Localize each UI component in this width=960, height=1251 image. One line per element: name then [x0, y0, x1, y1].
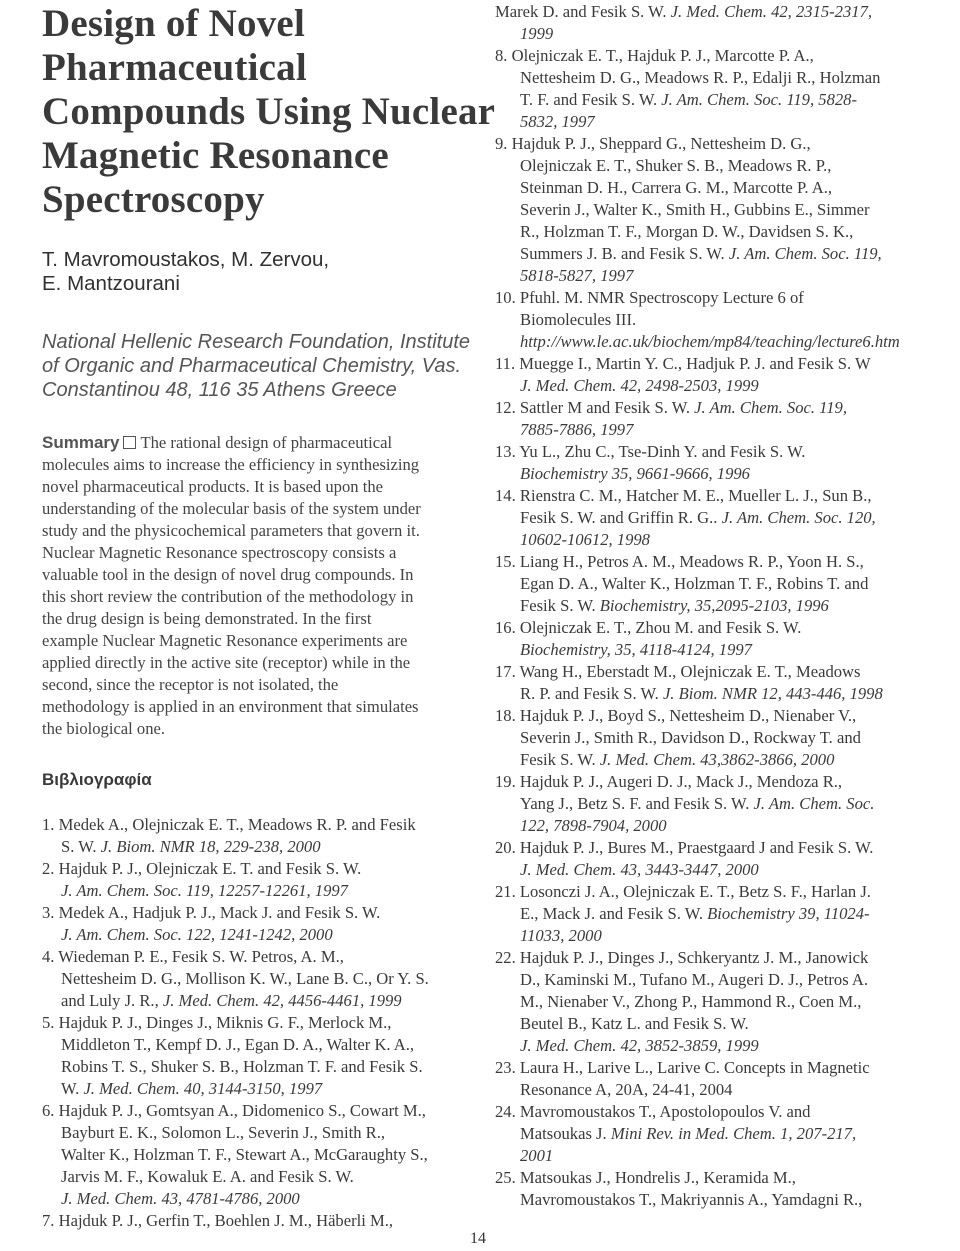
citation-text: 25. Matsoukas J., Hondrelis J., Keramida M., [495, 1168, 796, 1187]
reference-line [495, 243, 940, 265]
reference-line [495, 969, 940, 991]
summary-line: the biological one. [42, 719, 166, 738]
reference-line [495, 1013, 940, 1035]
reference-item [495, 353, 940, 397]
citation-text: 12. Sattler M and Fesik S. W. [495, 398, 695, 417]
reference-item [42, 814, 474, 858]
reference-line [495, 419, 940, 441]
reference-line [495, 1035, 940, 1057]
citation-text: Olejniczak E. T., Shuker S. B., Meadows R. P., [520, 156, 832, 175]
citation-text: Severin J., Smith R., Davidson D., Rockway T. and [520, 728, 861, 747]
citation-text: 21. Losonczi J. A., Olejniczak E. T., Betz S. F., Harlan J. [495, 882, 871, 901]
reference-line [495, 221, 940, 243]
citation-source: 7885-7886, 1997 [520, 420, 634, 439]
citation-text: Nettesheim D. G., Mollison K. W., Lane B. C., Or Y. S. [61, 969, 429, 988]
reference-line [495, 947, 940, 969]
title-line: Compounds Using Nuclear [42, 90, 496, 133]
citation-text: 6. Hajduk P. J., Gomtsyan A., Didomenico S., Cowart M., [42, 1101, 426, 1120]
citation-source: J. Am. Chem. Soc. 120, [721, 508, 876, 527]
reference-line [42, 1034, 474, 1056]
reference-item [495, 705, 940, 771]
reference-line [495, 595, 940, 617]
reference-line [495, 353, 940, 375]
reference-line [495, 551, 940, 573]
reference-line [495, 485, 940, 507]
reference-line [42, 946, 474, 968]
author-affiliation [42, 330, 474, 402]
summary-line: novel pharmaceutical products. It is based upon the [42, 477, 383, 496]
reference-line [495, 155, 940, 177]
reference-item [495, 947, 940, 1057]
citation-text: E., Mack J. and Fesik S. W. [520, 904, 708, 923]
citation-source: J. Am. Chem. Soc. 119, 5828- [661, 90, 857, 109]
reference-item [495, 397, 940, 441]
citation-source: 11033, 2000 [520, 926, 602, 945]
citation-text: 4. Wiedeman P. E., Fesik S. W. Petros, A. M., [42, 947, 344, 966]
reference-line [495, 749, 940, 771]
summary-abstract [42, 432, 474, 740]
reference-item [495, 1, 940, 45]
affiliation-line: of Organic and Pharmaceutical Chemistry, Vas. [42, 355, 462, 377]
reference-line [495, 441, 940, 463]
reference-item [495, 551, 940, 617]
citation-text: 9. Hajduk P. J., Sheppard G., Nettesheim D. G., [495, 134, 811, 153]
citation-source: J. Med. Chem. 43, 3443-3447, 2000 [520, 860, 759, 879]
reference-line [495, 199, 940, 221]
square-bullet-icon [123, 436, 136, 449]
reference-line [495, 705, 940, 727]
citation-text: 15. Liang H., Petros A. M., Meadows R. P., Yoon H. S., [495, 552, 864, 571]
reference-item [42, 1210, 474, 1232]
reference-line [495, 859, 940, 881]
reference-line [42, 1166, 474, 1188]
author-line: E. Mantzourani [42, 272, 180, 295]
summary-line: example Nuclear Magnetic Resonance experiments are [42, 631, 408, 650]
citation-text: Biomolecules III. [520, 310, 637, 329]
summary-line: molecules aims to increase the efficiency in synthesizing [42, 455, 420, 474]
reference-line [495, 133, 940, 155]
citation-text: Fesik S. W. and Griffin R. G.. [520, 508, 722, 527]
citation-text: 13. Yu L., Zhu C., Tse-Dinh Y. and Fesik S. W. [495, 442, 806, 461]
citation-source: J. Med. Chem. 42, 2315-2317, [670, 2, 873, 21]
reference-line [495, 617, 940, 639]
citation-text: 17. Wang H., Eberstadt M., Olejniczak E. T., Meadows [495, 662, 861, 681]
reference-item [42, 946, 474, 1012]
citation-source: J. Am. Chem. Soc. 119, [728, 244, 882, 263]
reference-line [42, 1210, 474, 1232]
citation-text: 11. Muegge I., Martin Y. C., Hadjuk P. J. and Fesik S. W [495, 354, 871, 373]
citation-text: and Luly J. R., [61, 991, 163, 1010]
reference-line [495, 111, 940, 133]
reference-item [42, 902, 474, 946]
citation-text: Yang J., Betz S. F. and Fesik S. W. [520, 794, 754, 813]
citation-source: 122, 7898-7904, 2000 [520, 816, 667, 835]
article-authors [42, 248, 474, 296]
citation-text: Severin J., Walter K., Smith H., Gubbins E., Simmer [520, 200, 870, 219]
citation-source: http://www.le.ac.uk/biochem/mp84/teaching/lecture6.htm [520, 332, 900, 351]
citation-text: 23. Laura H., Larive L., Larive C. Concepts in Magnetic [495, 1058, 870, 1077]
article-title [42, 2, 496, 222]
right-column [495, 0, 940, 1211]
citation-text: 5. Hajduk P. J., Dinges J., Miknis G. F., Merlock M., [42, 1013, 392, 1032]
reference-line [42, 968, 474, 990]
citation-text: R. P. and Fesik S. W. [520, 684, 663, 703]
reference-item [495, 441, 940, 485]
citation-text: D., Kaminski M., Tufano M., Augeri D. J., Petros A. [520, 970, 869, 989]
reference-line [42, 902, 474, 924]
reference-line [42, 836, 474, 858]
citation-text: 1. Medek A., Olejniczak E. T., Meadows R. P. and Fesik [42, 815, 416, 834]
citation-text: Steinman D. H., Carrera G. M., Marcotte P. A., [520, 178, 832, 197]
citation-text: 3. Medek A., Hadjuk P. J., Mack J. and Fesik S. W. [42, 903, 381, 922]
citation-source: 10602-10612, 1998 [520, 530, 650, 549]
reference-line [495, 1079, 940, 1101]
reference-line [42, 1012, 474, 1034]
reference-line [495, 1, 940, 23]
reference-item [495, 1167, 940, 1211]
citation-text: Fesik S. W. [520, 596, 600, 615]
citation-text: 2. Hajduk P. J., Olejniczak E. T. and Fesik S. W. [42, 859, 362, 878]
citation-text: 20. Hajduk P. J., Bures M., Praestgaard J and Fesik S. W. [495, 838, 874, 857]
citation-source: J. Med. Chem. 42, 2498-2503, 1999 [520, 376, 759, 395]
reference-line [495, 1123, 940, 1145]
reference-line [495, 661, 940, 683]
reference-line [495, 771, 940, 793]
affiliation-line: Constantinou 48, 116 35 Athens Greece [42, 379, 397, 401]
citation-text: 18. Hajduk P. J., Boyd S., Nettesheim D., Nienaber V., [495, 706, 857, 725]
summary-text: The rational design of pharmaceutical [140, 433, 393, 452]
citation-source: Biochemistry 39, 11024- [707, 904, 870, 923]
reference-line [42, 1078, 474, 1100]
citation-text: Egan D. A., Walter K., Holzman T. F., Robins T. and [520, 574, 869, 593]
summary-heading: Summary [42, 433, 120, 452]
reference-item [495, 661, 940, 705]
reference-line [495, 89, 940, 111]
citation-text: 7. Hajduk P. J., Gerfin T., Boehlen J. M., Häberli M., [42, 1211, 394, 1230]
page-number: 14 [470, 1230, 486, 1247]
citation-source: J. Med. Chem. 42, 3852-3859, 1999 [520, 1036, 759, 1055]
reference-item [495, 881, 940, 947]
reference-line [495, 67, 940, 89]
citation-text: Matsoukas J. [520, 1124, 611, 1143]
left-column [42, 0, 496, 1232]
citation-text: Beutel B., Katz L. and Fesik S. W. [520, 1014, 749, 1033]
citation-text: W. [61, 1079, 84, 1098]
reference-line [495, 177, 940, 199]
citation-text: 24. Mavromoustakos T., Apostolopoulos V. and [495, 1102, 811, 1121]
citation-source: J. Am. Chem. Soc. 119, [694, 398, 847, 417]
citation-text: 19. Hajduk P. J., Augeri D. J., Mack J., Mendoza R., [495, 772, 843, 791]
citation-source: J. Med. Chem. 40, 3144-3150, 1997 [83, 1079, 323, 1098]
reference-line [495, 287, 940, 309]
reference-list-right [495, 1, 940, 1211]
citation-source: 5818-5827, 1997 [520, 266, 634, 285]
summary-line: valuable tool in the design of novel drug compounds. In [42, 565, 414, 584]
citation-source: 5832, 1997 [520, 112, 595, 131]
reference-item [42, 1012, 474, 1100]
reference-item [495, 287, 940, 353]
reference-line [495, 331, 940, 353]
citation-text: M., Nienaber V., Zhong P., Hammond R., Coen M., [520, 992, 862, 1011]
reference-line [495, 727, 940, 749]
reference-line [42, 990, 474, 1012]
reference-item [495, 45, 940, 133]
author-line: T. Mavromoustakos, M. Zervou, [42, 248, 330, 271]
reference-line [495, 903, 940, 925]
citation-text: 22. Hajduk P. J., Dinges J., Schkeryantz J. M., Janowick [495, 948, 869, 967]
reference-line [495, 881, 940, 903]
reference-item [495, 617, 940, 661]
summary-line: understanding of the molecular basis of the system under [42, 499, 421, 518]
citation-text: 10. Pfuhl. M. NMR Spectroscopy Lecture 6 of [495, 288, 804, 307]
reference-line [495, 925, 940, 947]
reference-line [495, 1167, 940, 1189]
reference-line [42, 880, 474, 902]
reference-line [495, 265, 940, 287]
reference-line [495, 1189, 940, 1211]
reference-line [495, 45, 940, 67]
citation-text: Fesik S. W. [520, 750, 600, 769]
citation-text: R., Holzman T. F., Morgan D. W., Davidsen S. K., [520, 222, 854, 241]
bibliography-heading: Βιβλιογραφία [42, 770, 152, 789]
summary-line: this short review the contribution of the methodology in [42, 587, 414, 606]
reference-line [495, 309, 940, 331]
citation-text: Mavromoustakos T., Makriyannis A., Yamdagni R., [520, 1190, 863, 1209]
citation-text: T. F. and Fesik S. W. [520, 90, 662, 109]
citation-source: Mini Rev. in Med. Chem. 1, 207-217, [610, 1124, 857, 1143]
citation-text: Marek D. and Fesik S. W. [495, 2, 671, 21]
citation-source: J. Biom. NMR 12, 443-446, 1998 [662, 684, 883, 703]
reference-line [495, 573, 940, 595]
reference-line [495, 815, 940, 837]
citation-text: Nettesheim D. G., Meadows R. P., Edalji R., Holzman [520, 68, 881, 87]
reference-line [495, 991, 940, 1013]
reference-line [42, 1122, 474, 1144]
reference-line [42, 1056, 474, 1078]
citation-text: Jarvis M. F., Kowaluk E. A. and Fesik S. W. [61, 1167, 354, 1186]
citation-source: Biochemistry, 35,2095-2103, 1996 [599, 596, 829, 615]
reference-line [495, 397, 940, 419]
reference-list-left [42, 814, 474, 1232]
summary-line: study and the physicochemical parameters that govern it. [42, 521, 420, 540]
reference-line [42, 1100, 474, 1122]
reference-line [495, 507, 940, 529]
reference-item [495, 771, 940, 837]
reference-line [42, 814, 474, 836]
reference-line [495, 683, 940, 705]
reference-line [495, 529, 940, 551]
citation-source: J. Med. Chem. 43, 4781-4786, 2000 [61, 1189, 300, 1208]
citation-source: J. Biom. NMR 18, 229-238, 2000 [100, 837, 321, 856]
citation-text: Summers J. B. and Fesik S. W. [520, 244, 729, 263]
citation-text: Bayburt E. K., Solomon L., Severin J., Smith R., [61, 1123, 386, 1142]
citation-source: J. Am. Chem. Soc. [753, 794, 875, 813]
reference-line [495, 837, 940, 859]
reference-line [42, 858, 474, 880]
title-line: Spectroscopy [42, 178, 265, 221]
citation-text: 16. Olejniczak E. T., Zhou M. and Fesik S. W. [495, 618, 802, 637]
citation-text: 8. Olejniczak E. T., Hajduk P. J., Marcotte P. A., [495, 46, 814, 65]
reference-line [495, 463, 940, 485]
citation-text: S. W. [61, 837, 101, 856]
summary-line: Nuclear Magnetic Resonance spectroscopy consists a [42, 543, 397, 562]
citation-text: Robins T. S., Shuker S. B., Holzman T. F. and Fesik S. [61, 1057, 423, 1076]
summary-line: second, since the receptor is not isolated, the [42, 675, 339, 694]
citation-source: Biochemistry 35, 9661-9666, 1996 [520, 464, 750, 483]
citation-source: J. Med. Chem. 42, 4456-4461, 1999 [162, 991, 402, 1010]
citation-text: 14. Rienstra C. M., Hatcher M. E., Mueller L. J., Sun B., [495, 486, 872, 505]
citation-text: Resonance A, 20A, 24-41, 2004 [520, 1080, 733, 1099]
reference-line [42, 924, 474, 946]
citation-source: 1999 [520, 24, 554, 43]
title-line: Design of Novel [42, 2, 305, 45]
citation-source: J. Am. Chem. Soc. 122, 1241-1242, 2000 [61, 925, 333, 944]
citation-source: J. Am. Chem. Soc. 119, 12257-12261, 1997 [61, 881, 348, 900]
citation-text: Walter K., Holzman T. F., Stewart A., McGaraughty S., [61, 1145, 428, 1164]
title-line: Magnetic Resonance [42, 134, 389, 177]
reference-item [42, 858, 474, 902]
title-line: Pharmaceutical [42, 46, 307, 89]
reference-item [495, 133, 940, 287]
reference-line [495, 1057, 940, 1079]
citation-source: 2001 [520, 1146, 554, 1165]
reference-item [495, 485, 940, 551]
summary-line-first [42, 432, 474, 454]
summary-line: applied directly in the active site (receptor) while in the [42, 653, 411, 672]
affiliation-line: National Hellenic Research Foundation, Institute [42, 331, 471, 353]
reference-line [495, 639, 940, 661]
citation-source: J. Med. Chem. 43,3862-3866, 2000 [599, 750, 835, 769]
summary-line: methodology is applied in an environment that simulates [42, 697, 419, 716]
reference-line [495, 1101, 940, 1123]
reference-line [42, 1188, 474, 1210]
reference-line [495, 793, 940, 815]
reference-item [495, 837, 940, 881]
citation-text: Middleton T., Kempf D. J., Egan D. A., Walter K. A., [61, 1035, 415, 1054]
reference-line [495, 375, 940, 397]
summary-line: the drug design is being demonstrated. In the first [42, 609, 372, 628]
reference-line [495, 23, 940, 45]
reference-line [495, 1145, 940, 1167]
reference-item [495, 1057, 940, 1101]
citation-source: Biochemistry, 35, 4118-4124, 1997 [520, 640, 752, 659]
reference-line [42, 1144, 474, 1166]
reference-item [495, 1101, 940, 1167]
reference-item [42, 1100, 474, 1210]
